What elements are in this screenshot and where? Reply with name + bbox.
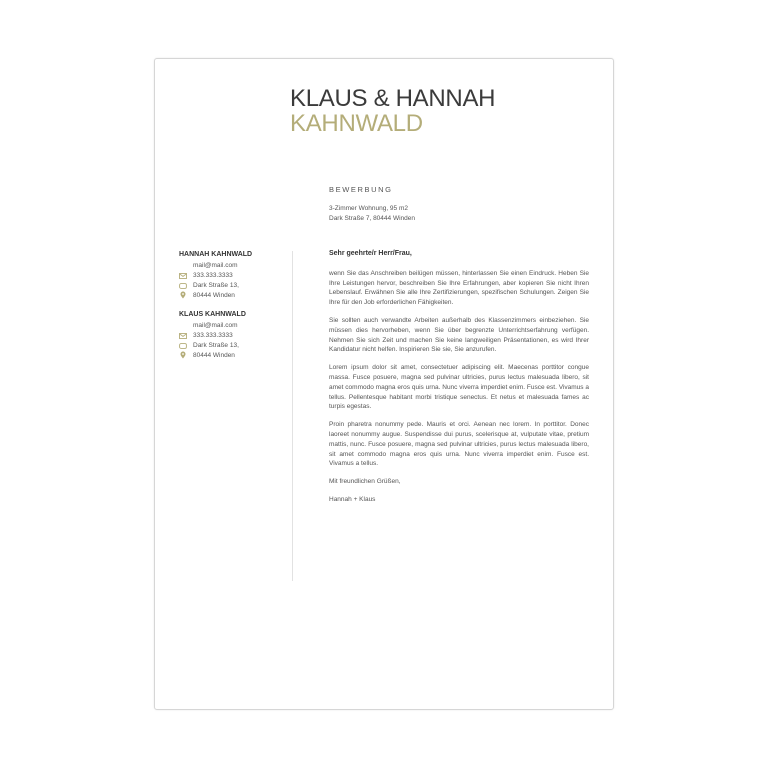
envelope-icon [179, 333, 187, 339]
subject-details [329, 204, 415, 224]
letter-paragraph-1: wenn Sie das Anschreiben beilügen müssen, hinterlassen Sie einen Eindruck. Heben Sie Ihre Leistungen hervor, beschreiben Sie Ihre Erfahrungen, aber kopieren Sie nicht Ihren Lebenslauf. Erwähnen Sie alle Ihre Zertifizierungen, spezifischen Schulungen. Zeigen Sie Ihre für den Job erforderlichen Fähigkeiten. [329, 269, 589, 307]
location-pin-icon [179, 291, 187, 299]
contact-phone-row [179, 331, 287, 341]
contact-address-line2: 80444 Winden [193, 352, 235, 359]
letter-closing: Mit freundlichen Grüßen, [329, 478, 401, 486]
letter-paragraph-3: Lorem ipsum dolor sit amet, consectetuer adipiscing elit. Maecenas porttitor congue massa. Fusce posuere, magna sed pulvinar ultricies, purus lectus malesuada libero, sit amet commodo magna eros quis urna. Nunc viverra imperdiet enim. Fusce est. Vivamus a tellus. Pellentesque habitant morbi tristique senectus. Et netus et malesuada fames ac turpis egestas. [329, 364, 589, 411]
contact-address-line1: Dark Straße 13, [193, 282, 239, 289]
name-title-line2: KAHNWALD [290, 110, 423, 137]
contact-address-line1: Dark Straße 13, [193, 342, 239, 349]
contact-phone: 333.333.3333 [193, 332, 233, 339]
contact-name: HANNAH KAHNWALD [179, 251, 253, 258]
subject-label: BEWERBUNG [329, 185, 393, 194]
subject-line-address: Dark Straße 7, 80444 Winden [329, 215, 415, 222]
contact-name: KLAUS KAHNWALD [179, 311, 246, 318]
contact-email: mail@mail.com [193, 262, 238, 269]
name-title-line1: KLAUS & HANNAH [290, 85, 496, 112]
contact-address-row [179, 341, 287, 351]
contact-address-row2 [179, 351, 287, 361]
letter-body [329, 249, 589, 505]
contact-email-row [179, 321, 287, 331]
contact-email: mail@mail.com [193, 322, 238, 329]
letter-greeting: Sehr geehrte/r Herr/Frau, [329, 250, 412, 257]
contact-phone: 333.333.3333 [193, 272, 233, 279]
letter-signature: Hannah + Klaus [329, 495, 376, 503]
contact-email-row [179, 261, 287, 271]
contact-block-hannah [179, 250, 287, 301]
phone-icon [179, 343, 187, 349]
letter-paragraph-4: Proin pharetra nonummy pede. Mauris et orci. Aenean nec lorem. In porttitor. Donec laoreet nonummy augue. Suspendisse dui purus, scelerisque at, vulputate vitae, pretium mattis, nunc. Fusce posuere, magna sed pulvinar ultricies, purus lectus malesuada libero, sit amet commodo magna eros quis urna. Nunc viverra imperdiet enim. Fusce est. Vivamus a tellus. [329, 421, 589, 468]
subject-line-apartment: 3-Zimmer Wohnung, 95 m2 [329, 205, 408, 212]
contact-address-row2 [179, 291, 287, 301]
vertical-divider [292, 251, 293, 581]
letter-paragraph-2: Sie sollten auch verwandte Arbeiten außerhalb des Klassenzimmers einbeziehen. Sie müssen dies hervorheben, wenn Sie über begrenzte Unterrichtserfahrung verfügen. Nehmen Sie sich Zeit und machen Sie keine langweiligen Präsentationen, es wird Ihrer Kandidatur nicht helfen. Inspirieren Sie sie, Sie anzurufen. [329, 316, 589, 354]
contact-address-line2: 80444 Winden [193, 292, 235, 299]
envelope-icon [179, 273, 187, 279]
document-page [154, 58, 614, 710]
contact-address-row [179, 281, 287, 291]
contact-phone-row [179, 271, 287, 281]
phone-icon [179, 283, 187, 289]
contact-block-klaus [179, 310, 287, 361]
location-pin-icon [179, 351, 187, 359]
